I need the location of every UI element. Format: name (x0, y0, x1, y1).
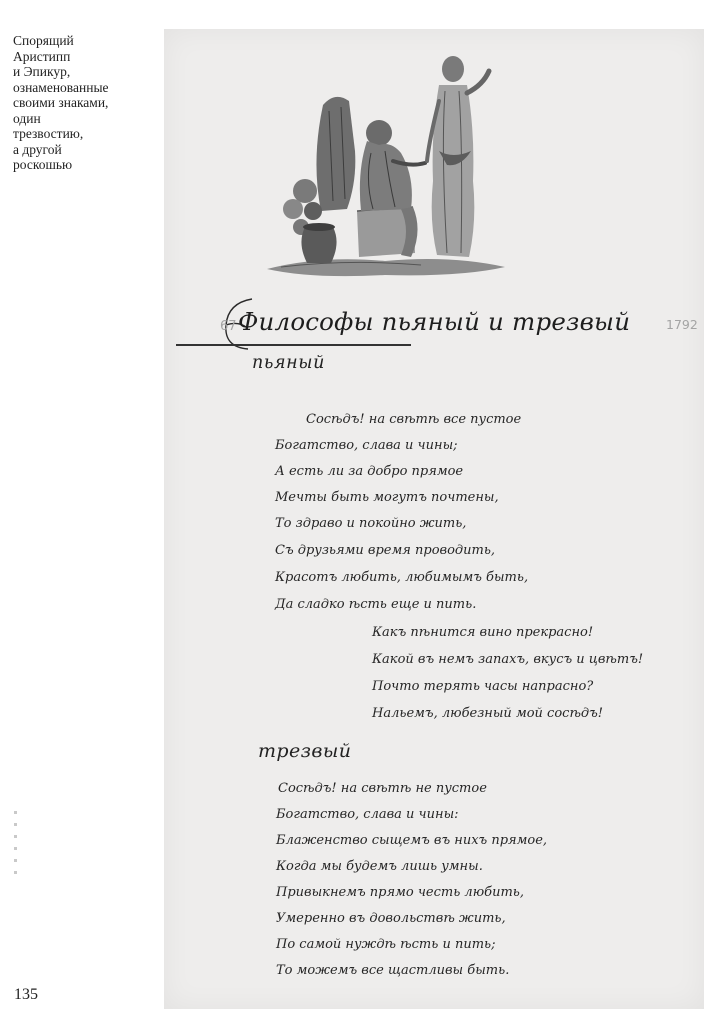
caption-line: Спорящий (13, 33, 74, 48)
verse-line: То здраво и покойно жить, (275, 516, 467, 531)
verse-line: Какой въ немъ запахъ, вкусъ и цвѣтъ! (372, 652, 644, 667)
caption-line: роскошью (13, 157, 73, 172)
verse-line: Богатство, слава и чины: (276, 807, 459, 822)
title-row (218, 295, 698, 355)
caption-line: и Эпикур, (13, 64, 71, 79)
verse-line: Нальемъ, любезный мой сосѣдъ! (372, 706, 604, 721)
verse-line: Какъ пѣнится вино прекрасно! (372, 625, 594, 640)
verse-line: Сосѣдъ! на свѣтѣ не пустое (278, 781, 487, 796)
caption-line: один (13, 110, 41, 126)
verse-line: Да сладко ѣсть еще и пить. (275, 597, 477, 612)
verse-line: Сосѣдъ! на свѣтѣ все пустое (306, 412, 522, 427)
page-number: 135 (14, 986, 38, 1003)
manuscript-title: Философы пьяный и трезвый (238, 307, 631, 336)
illustration-caption (13, 33, 153, 173)
caption-line: трезвостию, (13, 126, 84, 141)
heading-drunk: пьяный (252, 353, 326, 373)
pencil-note: 67 (220, 319, 237, 334)
pencil-year: 1792 (666, 317, 698, 332)
verse-line: Когда мы будемъ лишь умны. (276, 859, 483, 874)
verse-line: Съ друзьями время проводить, (275, 543, 496, 558)
caption-line: ознаменованные (13, 79, 109, 95)
engraving-illustration (261, 41, 509, 281)
caption-line: Аристипп (13, 48, 71, 64)
caption-line: своими знаками, (13, 95, 109, 110)
verse-line: Богатство, слава и чины; (275, 438, 458, 453)
verse-line: По самой нуждѣ ѣсть и пить; (276, 937, 496, 952)
verse-line: Блаженство сыщемъ въ нихъ прямое, (276, 833, 548, 848)
title-underline (176, 344, 411, 346)
verse-line: Красотъ любить, любимымъ быть, (275, 570, 529, 585)
heading-sober: трезвый (258, 740, 352, 762)
caption-line: а другой (13, 141, 62, 157)
verse-line: Мечты быть могутъ почтены, (275, 490, 499, 505)
verse-line: Почто терять часы напрасно? (372, 679, 594, 694)
verse-line: А есть ли за добро прямое (275, 464, 464, 479)
verse-line: Привыкнемъ прямо честь любить, (276, 885, 524, 900)
verse-line: Умеренно въ довольствѣ жить, (276, 911, 506, 926)
verse-line: То можемъ все щастливы быть. (276, 963, 510, 978)
margin-bleed-marks (6, 802, 28, 892)
